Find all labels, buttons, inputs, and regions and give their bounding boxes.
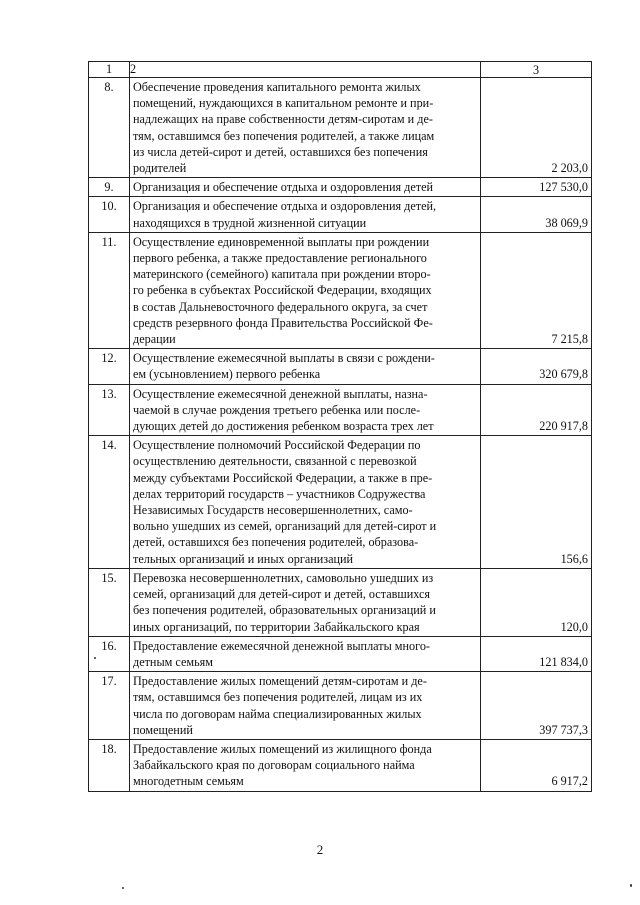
row-number-cell (89, 232, 130, 348)
row-number-cell (89, 436, 130, 569)
row-description-cell (130, 384, 481, 436)
row-amount-cell (481, 349, 592, 384)
row-amount-cell (481, 78, 592, 178)
row-amount: 121 834,0 (539, 654, 588, 669)
row-description-cell (130, 178, 481, 197)
row-description-cell (130, 636, 481, 671)
row-description: Предоставление жилых помещений детям-сиротам и де- тям, оставшимся без попечения родителей, лицам из их числа по договорам найма специализированных жилых помещений (133, 674, 427, 737)
row-number: 14. (101, 438, 117, 453)
row-amount-cell (481, 636, 592, 671)
row-amount: 38 069,9 (545, 215, 588, 230)
row-description-cell (130, 568, 481, 636)
table-row (89, 78, 592, 178)
table-header-row (89, 62, 592, 78)
row-description: Осуществление полномочий Российской Федерации по осуществлению деятельности, связанной с перевозкой между субъектами Российской Федерации, а также в пре- делах территорий государств – участников Содружества Независимых Государств несовершеннолетних, само- вольно ушедших из семей, организаций для детей-сирот и детей, оставшихся без попечения родителей, образова- тельных организаций и иных организаций (133, 438, 437, 566)
row-amount-cell (481, 384, 592, 436)
table-body (89, 62, 592, 792)
row-number-cell (89, 349, 130, 384)
row-amount: 156,6 (560, 551, 588, 566)
row-number-cell (89, 568, 130, 636)
row-number: 13. (101, 386, 117, 401)
row-number-cell (89, 384, 130, 436)
row-description: Осуществление ежемесячной выплаты в связи с рождени- ем (усыновлением) первого ребенка (133, 351, 435, 382)
row-number: 10. (101, 199, 117, 214)
row-description: Организация и обеспечение отдыха и оздоровления детей (133, 180, 434, 195)
header-label: 3 (532, 63, 540, 77)
header-cell-description (130, 62, 481, 78)
row-description: Предоставление ежемесячной денежной выплаты много- детным семьям (133, 638, 430, 669)
row-description-cell (130, 197, 481, 232)
table-row (89, 178, 592, 197)
row-amount: 120,0 (560, 619, 588, 634)
row-description: Осуществление ежемесячной денежной выплаты, назна- чаемой в случае рождения третьего ребенка или после- дующих детей до достижения ребенком возраста трех лет (133, 386, 434, 434)
row-description-cell (130, 78, 481, 178)
row-amount: 7 215,8 (551, 332, 588, 347)
header-cell-amount (481, 62, 592, 78)
row-number-cell (89, 739, 130, 791)
table-row (89, 672, 592, 740)
row-amount-cell (481, 672, 592, 740)
row-amount-cell (481, 232, 592, 348)
row-number: 12. (101, 351, 117, 366)
row-description: Организация и обеспечение отдыха и оздоровления детей, находящихся в трудной жизненной ситуации (133, 199, 437, 230)
table-row (89, 232, 592, 348)
row-amount-cell (481, 197, 592, 232)
row-description-cell (130, 739, 481, 791)
row-description: Осуществление единовременной выплаты при рождении первого ребенка, а также предоставление регионального материнского (семейного) капитала при рождении второ- го ребенка в субъектах Российской Федерации, входящих в состав Дальневосточного федерального округа, за счет средств резервного фонда Правительства Российской Фе- дерации (133, 234, 433, 347)
row-description: Перевозка несовершеннолетних, самовольно ушедших из семей, организаций для детей-сирот и детей, оставшихся без попечения родителей, образовательных организаций и иных организаций, по территории Забайкальского края (133, 570, 436, 634)
table-row (89, 197, 592, 232)
row-amount-cell (481, 178, 592, 197)
row-amount: 220 917,8 (539, 419, 588, 434)
budget-table (88, 61, 592, 792)
row-description-cell (130, 672, 481, 740)
table-row (89, 436, 592, 569)
row-number: 17. (101, 674, 117, 689)
header-label: 2 (130, 62, 137, 76)
row-number: 11. (101, 234, 117, 249)
row-number-cell (89, 197, 130, 232)
row-amount: 2 203,0 (551, 161, 588, 176)
header-cell-number (89, 62, 130, 78)
row-number-cell (89, 636, 130, 671)
row-amount-cell (481, 739, 592, 791)
table-row (89, 568, 592, 636)
row-description-cell (130, 349, 481, 384)
row-number-cell (89, 672, 130, 740)
scan-speck (94, 657, 96, 659)
row-number-cell (89, 178, 130, 197)
page-number: 2 (316, 842, 324, 857)
row-number: 15. (101, 570, 117, 585)
header-label: 1 (105, 62, 113, 76)
table-row (89, 636, 592, 671)
row-description-cell (130, 232, 481, 348)
row-amount: 127 530,0 (539, 180, 588, 195)
row-number-cell (89, 78, 130, 178)
scan-speck (630, 884, 632, 887)
row-amount-cell (481, 568, 592, 636)
row-number: 9. (104, 180, 114, 195)
row-description-cell (130, 436, 481, 569)
scan-speck (122, 887, 124, 889)
table-row (89, 384, 592, 436)
row-number: 16. (101, 638, 117, 653)
row-number: 18. (101, 741, 117, 756)
row-number: 8. (104, 80, 114, 94)
row-amount: 320 679,8 (539, 367, 588, 382)
row-description: Обеспечение проведения капитального ремонта жилых помещений, нуждающихся в капитальном ремонте и при- надлежащих на праве собственности детям-сиротам и де- тям, оставшимся без попечения родителей, а также лицам из числа детей-сирот и детей, оставшихся без попечения родителей (133, 80, 435, 176)
table-row (89, 349, 592, 384)
table-row (89, 739, 592, 791)
row-amount: 6 917,2 (551, 774, 588, 789)
row-description: Предоставление жилых помещений из жилищного фонда Забайкальского края по договорам социального найма многодетным семьям (133, 741, 432, 789)
row-amount: 397 737,3 (539, 722, 588, 737)
row-amount-cell (481, 436, 592, 569)
